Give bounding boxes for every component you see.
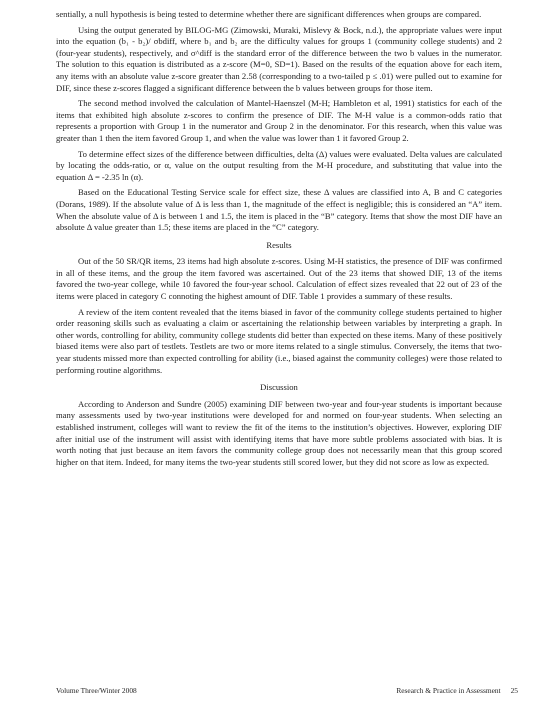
ets-scale-paragraph: Based on the Educational Testing Service scale for effect size, these Δ values are classified into A, B and C categories (Dorans, 1989). If the absolute value of Δ is less than 1, the magnitude of the effect is negligible; this is considered an “A” item. When the absolute value of Δ is between 1 and 1.5, the item is placed in the “B” category. Items that show the most DIF have an absolute Δ value greater than 1.5; these items are placed in the “C” category. [56,187,502,233]
mantel-haenszel-paragraph: The second method involved the calculation of Mantel-Haenszel (M-H; Hambleton et al, 1991) statistics for each of the items that exhibited high absolute z-scores to confirm the presence of DIF. The M-H value is a common-odds ratio that represents a proportion with Group 1 in the numerator and Group 2 in the denominator. For this research, when this value was greater than 1 then the item favored Group 1, and when the value was lower than 1 it favored Group 2. [56,98,502,143]
article-body [56,9,502,472]
intro-paragraph: sentially, a null hypothesis is being tested to determine whether there are significant differences when groups are compared. [56,9,482,19]
results-paragraph-1: Out of the 50 SR/QR items, 23 items had high absolute z-scores. Using M-H statistics, the presence of DIF was confirmed in all of these items, and the group the item favored was ascertained. Out of the 23 items that showed DIF, 13 of the items favored the two-year college, while 10 favored the four-year school. Calculation of effect sizes revealed that 22 out of 23 of the items were placed in category C connoting the highest amount of DIF. Table 1 provides a summary of these results. [56,256,502,302]
bilog-method-paragraph: Using the output generated by BILOG-MG (Zimowski, Muraki, Mislevy & Bock, n.d.), the appropriate values were input into the equation (b₁ - b₂)/ σbdiff, where b₁ and b₂ are the difficulty values for groups 1 (community college students) and 2 (four-year students), respectively, and σ^diff is the standard error of the difference between the two b values in the numerator. The solution to this equation is distributed as a z-score (M=0, SD=1). Based on the results of the equation above for each item, any items with an absolute value z-score greater than 2.58 (corresponding to a two-tailed p ≤ .01) were pulled out to examine for DIF, since these z-scores flagged a significant difference between the b values between groups for those item. [56,24,502,93]
footer-volume: Volume Three/Winter 2008 [56,686,137,695]
footer-journal: Research & Practice in Assessment [396,686,501,695]
results-paragraph-2: A review of the item content revealed that the items biased in favor of the community college students pertained to higher order reasoning skills such as evaluating a claim or ascertaining the relationship between variables by interpreting a graph. In other words, controlling for ability, community college students did better than expected on these items. Many of these positively biased items were also part of testlets. Testlets are two or more items related to a single stimulus. Conversely, the items that two-year students missed more than expected controlling for ability (i.e., biased against the community colleges) were those related to performing routine algorithms. [56,306,502,375]
delta-values-paragraph: To determine effect sizes of the difference between difficulties, delta (Δ) values were evaluated. Delta values are calculated by locating the odds-ratio, or α, value on the output resulting from the M-H procedure, and substituting that value into the equation Δ = -2.35 ln (α). [56,148,502,182]
page-number: 25 [510,686,518,695]
discussion-heading: Discussion [260,382,298,393]
footer-right [396,686,518,695]
results-heading: Results [266,239,292,250]
discussion-paragraph: According to Anderson and Sundre (2005) examining DIF between two-year and four-year students is important because many assessments used by two-year institutions were developed for and normed on four-year students. When selecting an established instrument, colleges will want to review the fit of the items to the institution’s objectives. However, exploring DIF after initial use of the instrument will assist with identifying items that have more subtle problems associated with bias. It is worth noting that just because an item favors the community college group does not necessarily mean that this group scored higher on that item. Indeed, for many items the two-year students still scored lower, but they did not score as low as expected. [56,398,502,467]
